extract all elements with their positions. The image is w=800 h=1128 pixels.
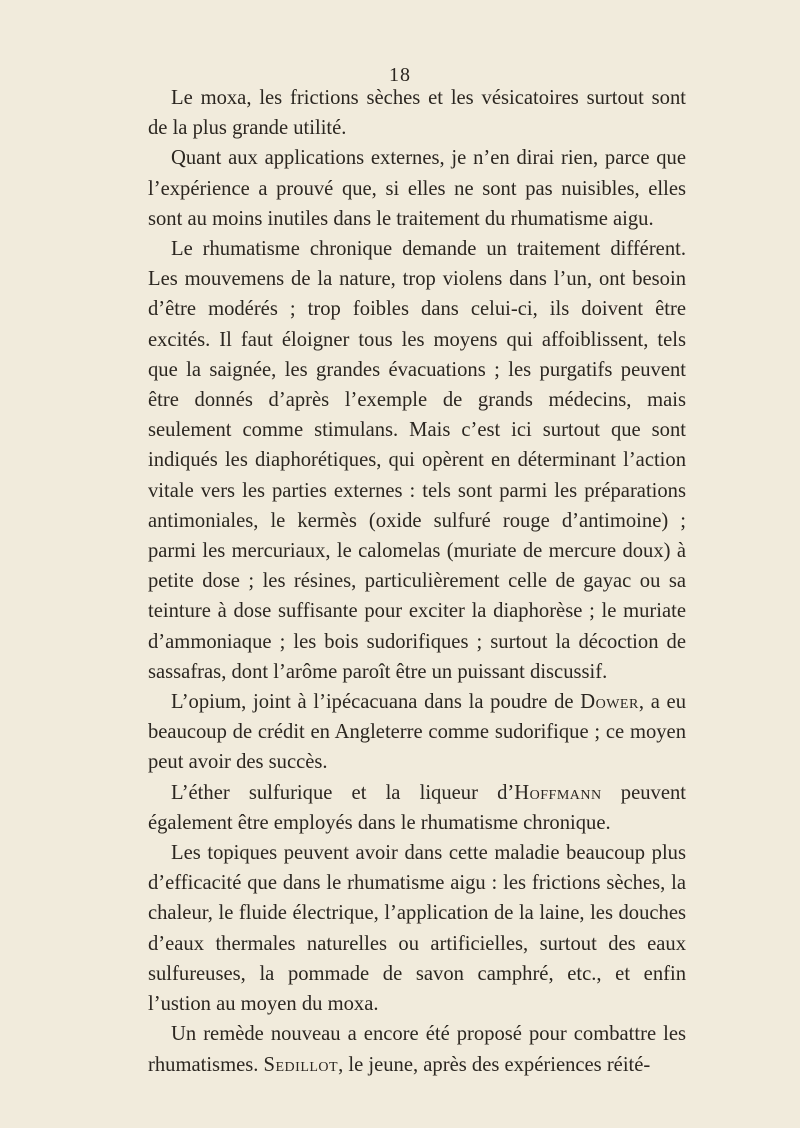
text-fragment: L’opium, joint à l’ipécacuana dans la poudre de (171, 691, 581, 714)
paragraph-external-applications: Quant aux applications externes, je n’en dirai rien, parce que l’expérience a prouvé que, si elles ne sont pas nuisibles, elles sont au moins inutiles dans le traitement du rhumatisme aigu. (148, 147, 686, 230)
paragraph-opium (148, 687, 686, 778)
text-fragment: peuvent également être employés dans le rhumatisme chronique. (148, 781, 686, 834)
text-fragment: L’éther sulfurique et la liqueur d’ (171, 781, 515, 804)
paragraph-topical-remedies: Les topiques peuvent avoir dans cette maladie beaucoup plus d’efficacité que dans le rhumatisme aigu : les frictions sèches, la chaleur, le fluide électrique, l’application de la laine, les douches d’eaux thermales naturelles ou artificielles, surtout des eaux sulfureuses, la pommade de savon camphré, etc., et enfin l’ustion au moyen du moxa. (148, 842, 686, 1016)
paragraph-chronic-rheumatism: Le rhumatisme chronique demande un traitement différent. Les mouvemens de la nature, trop violens dans l’un, ont besoin d’être modérés ; trop foibles dans celui-ci, ils doivent être excités. Il faut éloigner tous les moyens qui affoiblissent, tels que la saignée, les grandes évacuations ; les purgatifs peuvent être donnés d’après l’exemple de grands médecins, mais seulement comme stimulans. Mais c’est ici surtout que sont indiqués les diaphorétiques, qui opèrent en déterminant l’action vitale vers les parties externes : tels sont parmi les préparations antimoniales, le kermès (oxide sulfuré rouge d’antimoine) ; parmi les mercuriaux, le calomelas (muriate de mercure doux) à petite dose ; les résines, particulièrement celle de gayac ou sa teinture à dose suffisante pour exciter la diaphorèse ; le muriate d’ammoniaque ; les bois sudorifiques ; surtout la décoction de sassafras, dont l’arôme paroît être un puissant discussif. (148, 238, 686, 683)
text-fragment: , a eu beaucoup de crédit en Angleterre comme sudorifique ; ce moyen peut avoir des succès. (148, 691, 686, 774)
page-number: 18 (389, 64, 411, 86)
paragraph-ether (148, 778, 686, 838)
author-name-dower: Dower (580, 691, 639, 714)
paragraph-moxa: Le moxa, les frictions sèches et les vésicatoires surtout sont de la plus grande utilité. (148, 87, 686, 140)
text-fragment: , le jeune, après des expériences réité- (338, 1053, 651, 1076)
text-fragment: Un remède nouveau a encore été proposé pour combattre les rhumatismes. (148, 1023, 686, 1076)
author-name-hoffmann: Hoffmann (514, 781, 602, 804)
paragraph-new-remedy (148, 1019, 686, 1079)
body-text (148, 83, 686, 1080)
author-name-sedillot: Sedillot (263, 1053, 339, 1076)
